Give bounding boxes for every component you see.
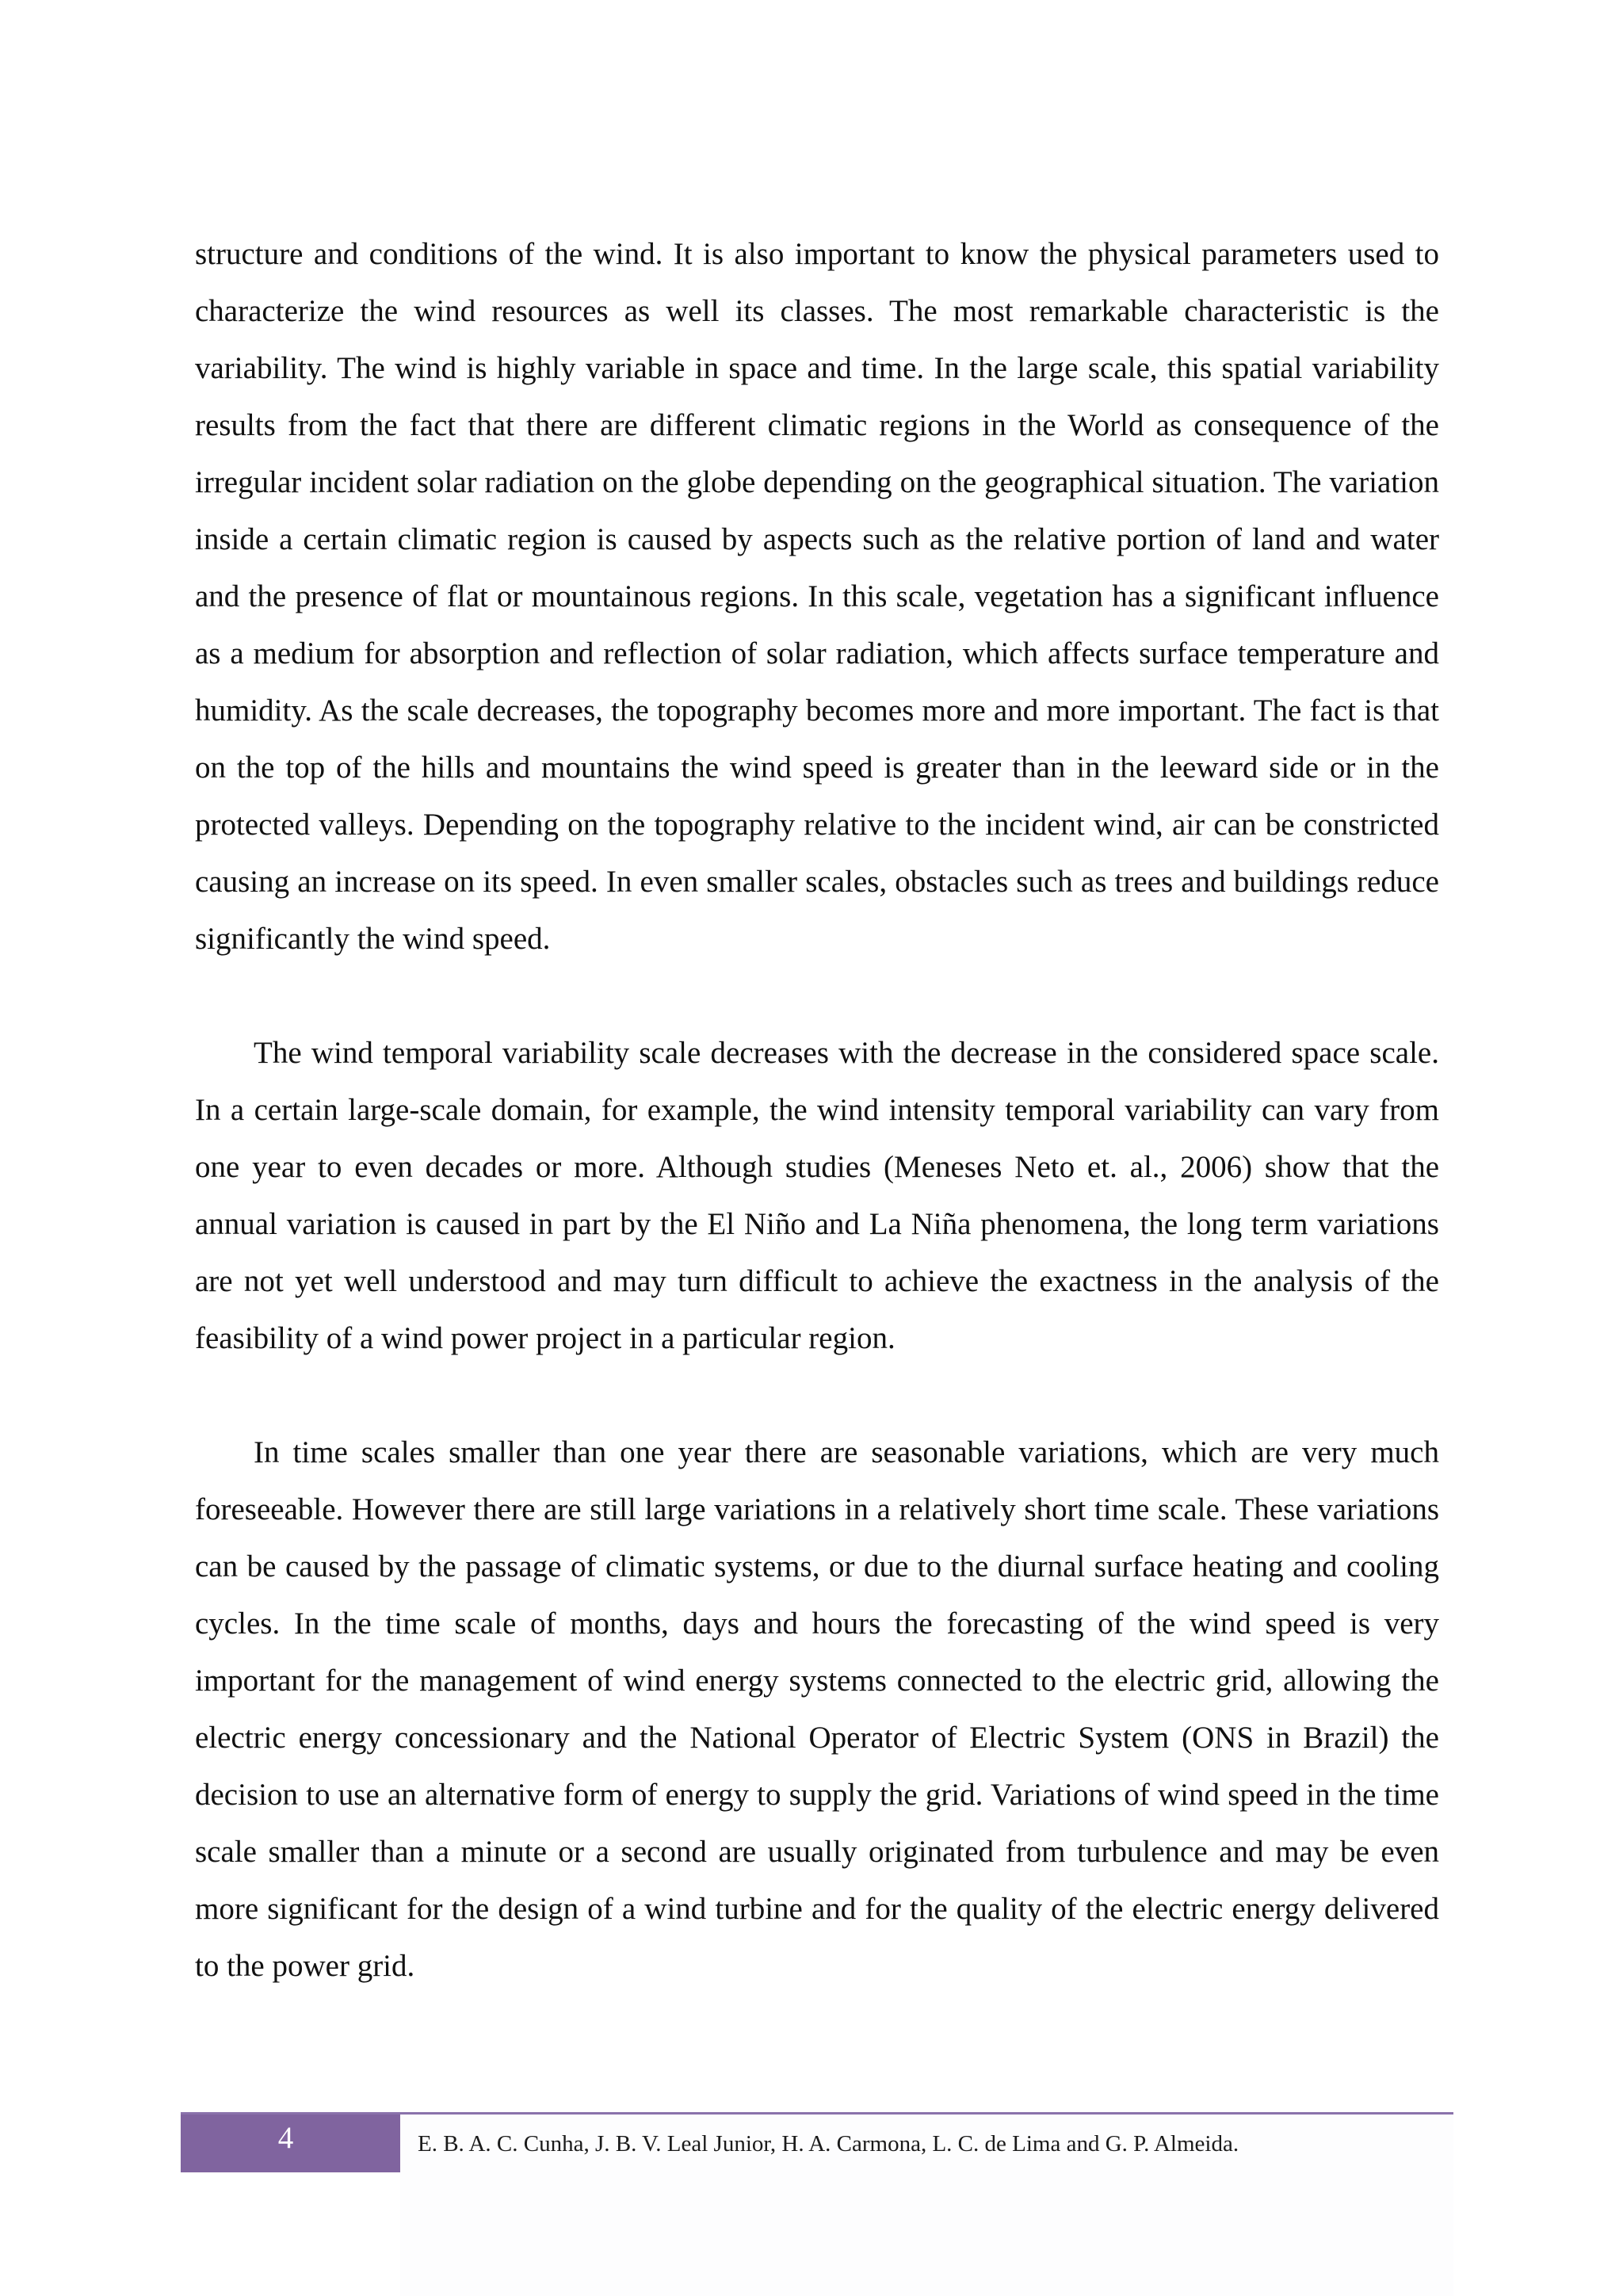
paragraph-1: structure and conditions of the wind. It is also important to know the physical parameters used to characterize the wind resources as well its classes. The most remarkable characteristic is the variability. The wind is highly variable in space and time. In the large scale, this spatial variability results from the fact that there are different climatic regions in the World as consequence of the irregular incident solar radiation on the globe depending on the geographical situation. The variation inside a certain climatic region is caused by aspects such as the relative portion of land and water and the presence of flat or mountainous regions. In this scale, vegetation has a significant influence as a medium for absorption and reflection of solar radiation, which affects surface temperature and humidity. As the scale decreases, the topography becomes more and more important. The fact is that on the top of the hills and mountains the wind speed is greater than in the leeward side or in the protected valleys. Depending on the topography relative to the incident wind, air can be constricted causing an increase on its speed. In even smaller scales, obstacles such as trees and buildings reduce significantly the wind speed. [195,237,1439,956]
page-number-badge [181,2115,400,2172]
page-footer [181,2112,1453,2177]
paragraph-3: In time scales smaller than one year there are seasonable variations, which are very much foreseeable. However there are still large variations in a relatively short time scale. These variations can be caused by the passage of climatic systems, or due to the diurnal surface heating and cooling cycles. In the time scale of months, days and hours the forecasting of the wind speed is very important for the management of wind energy systems connected to the electric grid, allowing the electric energy concessionary and the National Operator of Electric System (ONS in Brazil) the decision to use an alternative form of energy to supply the grid. Variations of wind speed in the time scale smaller than a minute or a second are usually originated from turbulence and may be even more significant for the design of a wind turbine and for the quality of the electric energy delivered to the power grid. [195,1435,1439,1983]
footer-authors: E. B. A. C. Cunha, J. B. V. Leal Junior, H. A. Carmona, L. C. de Lima and G. P. Almeida. [418,2131,1239,2157]
paragraph-2: The wind temporal variability scale decreases with the decrease in the considered space scale. In a certain large-scale domain, for example, the wind intensity temporal variability can vary from one year to even decades or more. Although studies (Meneses Neto et. al., 2006) show that the annual variation is caused in part by the El Niño and La Niña phenomena, the long term variations are not yet well understood and may turn difficult to achieve the exactness in the analysis of the feasibility of a wind power project in a particular region. [195,1036,1439,1355]
body-text [195,226,1439,1995]
page-number: 4 [277,2121,294,2155]
